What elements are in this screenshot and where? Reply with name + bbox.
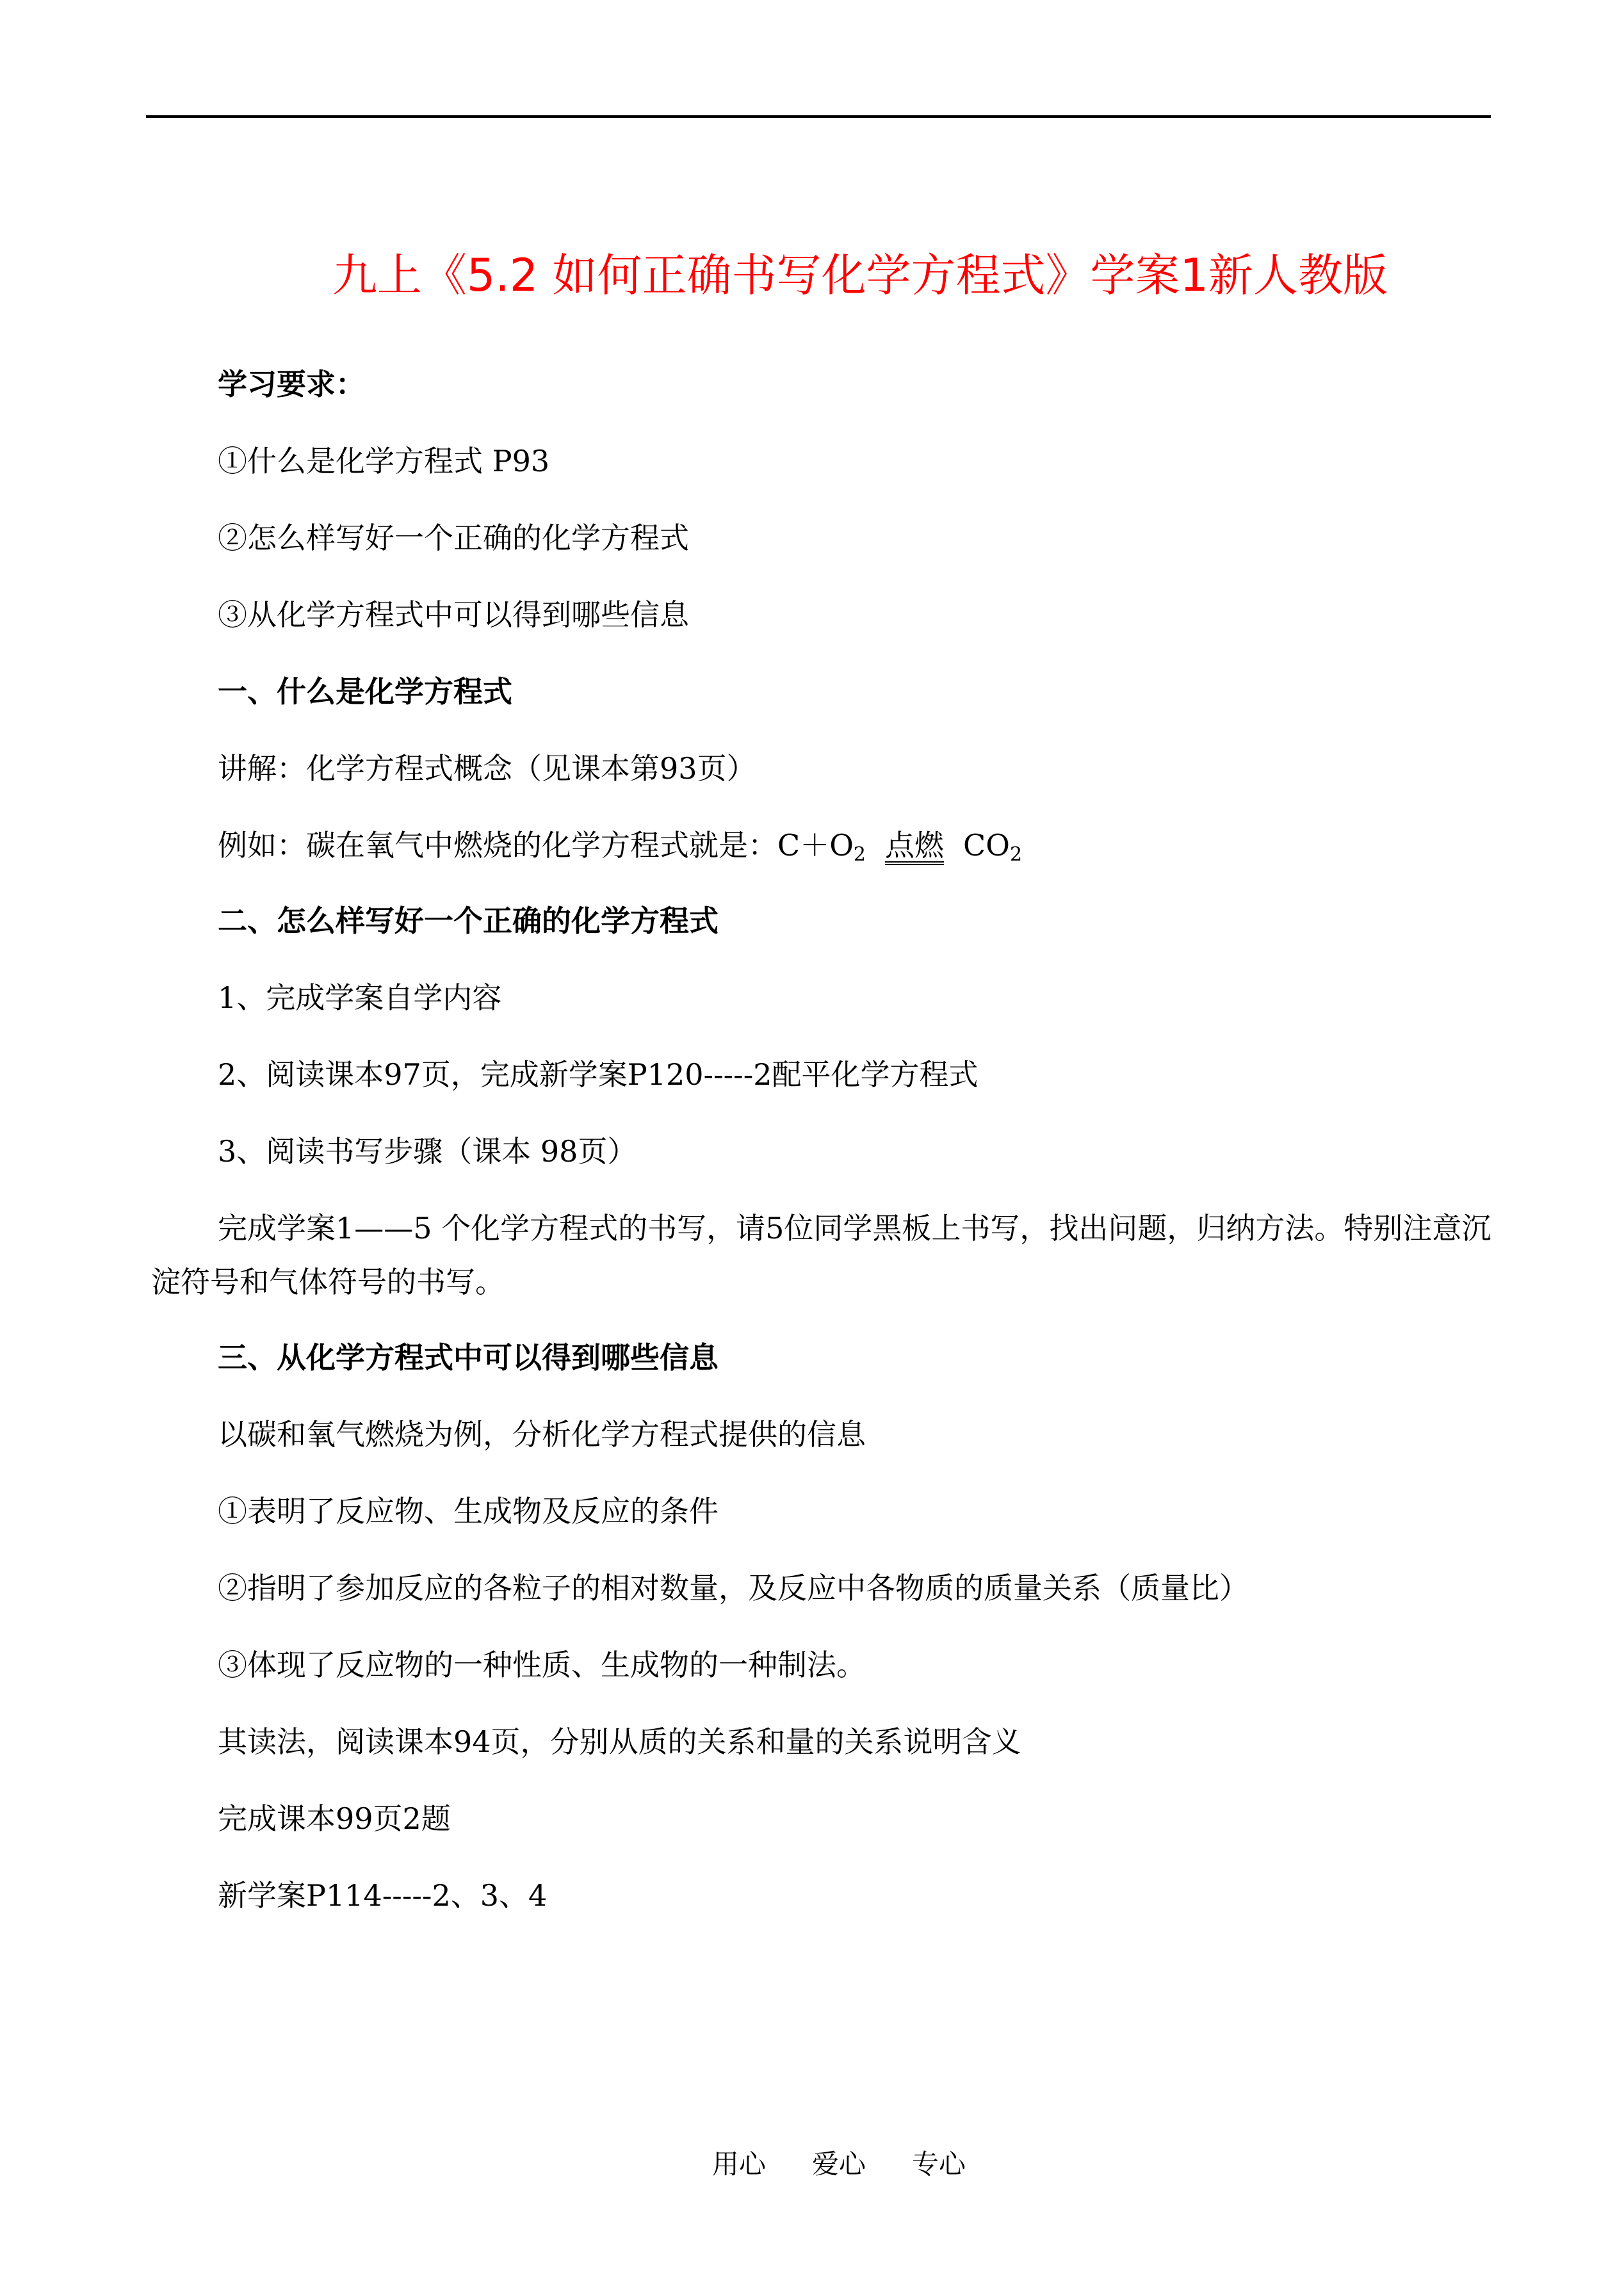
- section3-exercise: 新学案P114-----2、3、4: [218, 1878, 548, 1913]
- footer-word: 爱心: [811, 2148, 866, 2180]
- section3-reading: 其读法，阅读课本94页，分别从质的关系和量的关系说明含义: [218, 1724, 1021, 1759]
- section3-item: ③体现了反应物的一种性质、生成物的一种制法。: [218, 1648, 866, 1682]
- header-rule: [146, 115, 1491, 118]
- o2-subscript: 2: [853, 843, 866, 866]
- section2-heading: 二、怎么样写好一个正确的化学方程式: [218, 904, 719, 938]
- section2-paragraph: 完成学案1——5 个化学方程式的书写，请5位同学黑板上书写，找出问题，归纳方法。特别注意沉淀符号和气体符号的书写。: [151, 1211, 1491, 1299]
- section3-item: ①表明了反应物、生成物及反应的条件: [218, 1494, 719, 1529]
- example-prefix: 例如：碳在氧气中燃烧的化学方程式就是：C＋O: [218, 828, 854, 863]
- section3-heading: 三、从化学方程式中可以得到哪些信息: [218, 1340, 719, 1375]
- section3-item: ②指明了参加反应的各粒子的相对数量，及反应中各物质的质量关系（质量比）: [218, 1571, 1249, 1605]
- page-footer: [0, 2145, 1624, 2184]
- footer-word: 用心: [711, 2148, 766, 2180]
- section3-intro: 以碳和氧气燃烧为例，分析化学方程式提供的信息: [218, 1417, 866, 1452]
- section2-item: 3、阅读书写步骤（课本 98页）: [218, 1134, 637, 1169]
- requirements-heading: 学习要求：: [218, 367, 365, 401]
- section1-explain: 讲解：化学方程式概念（见课本第93页）: [218, 751, 756, 786]
- section1-example: [218, 826, 1022, 865]
- co2-subscript: 2: [1009, 843, 1023, 866]
- product-formula: CO: [963, 828, 1010, 863]
- footer-word: 专心: [912, 2148, 966, 2180]
- section1-heading: 一、什么是化学方程式: [218, 674, 512, 709]
- requirement-item: ①什么是化学方程式 P93: [218, 444, 550, 478]
- document-title: 九上《5.2 如何正确书写化学方程式》学案1新人教版: [332, 249, 1388, 302]
- section2-item: 1、完成学案自学内容: [218, 980, 502, 1015]
- section3-exercise: 完成课本99页2题: [218, 1801, 451, 1836]
- requirement-item: ②怎么样写好一个正确的化学方程式: [218, 521, 689, 555]
- section2-item: 2、阅读课本97页，完成新学案P120-----2配平化学方程式: [218, 1057, 978, 1092]
- requirement-item: ③从化学方程式中可以得到哪些信息: [218, 597, 689, 632]
- reaction-condition: 点燃: [885, 829, 944, 865]
